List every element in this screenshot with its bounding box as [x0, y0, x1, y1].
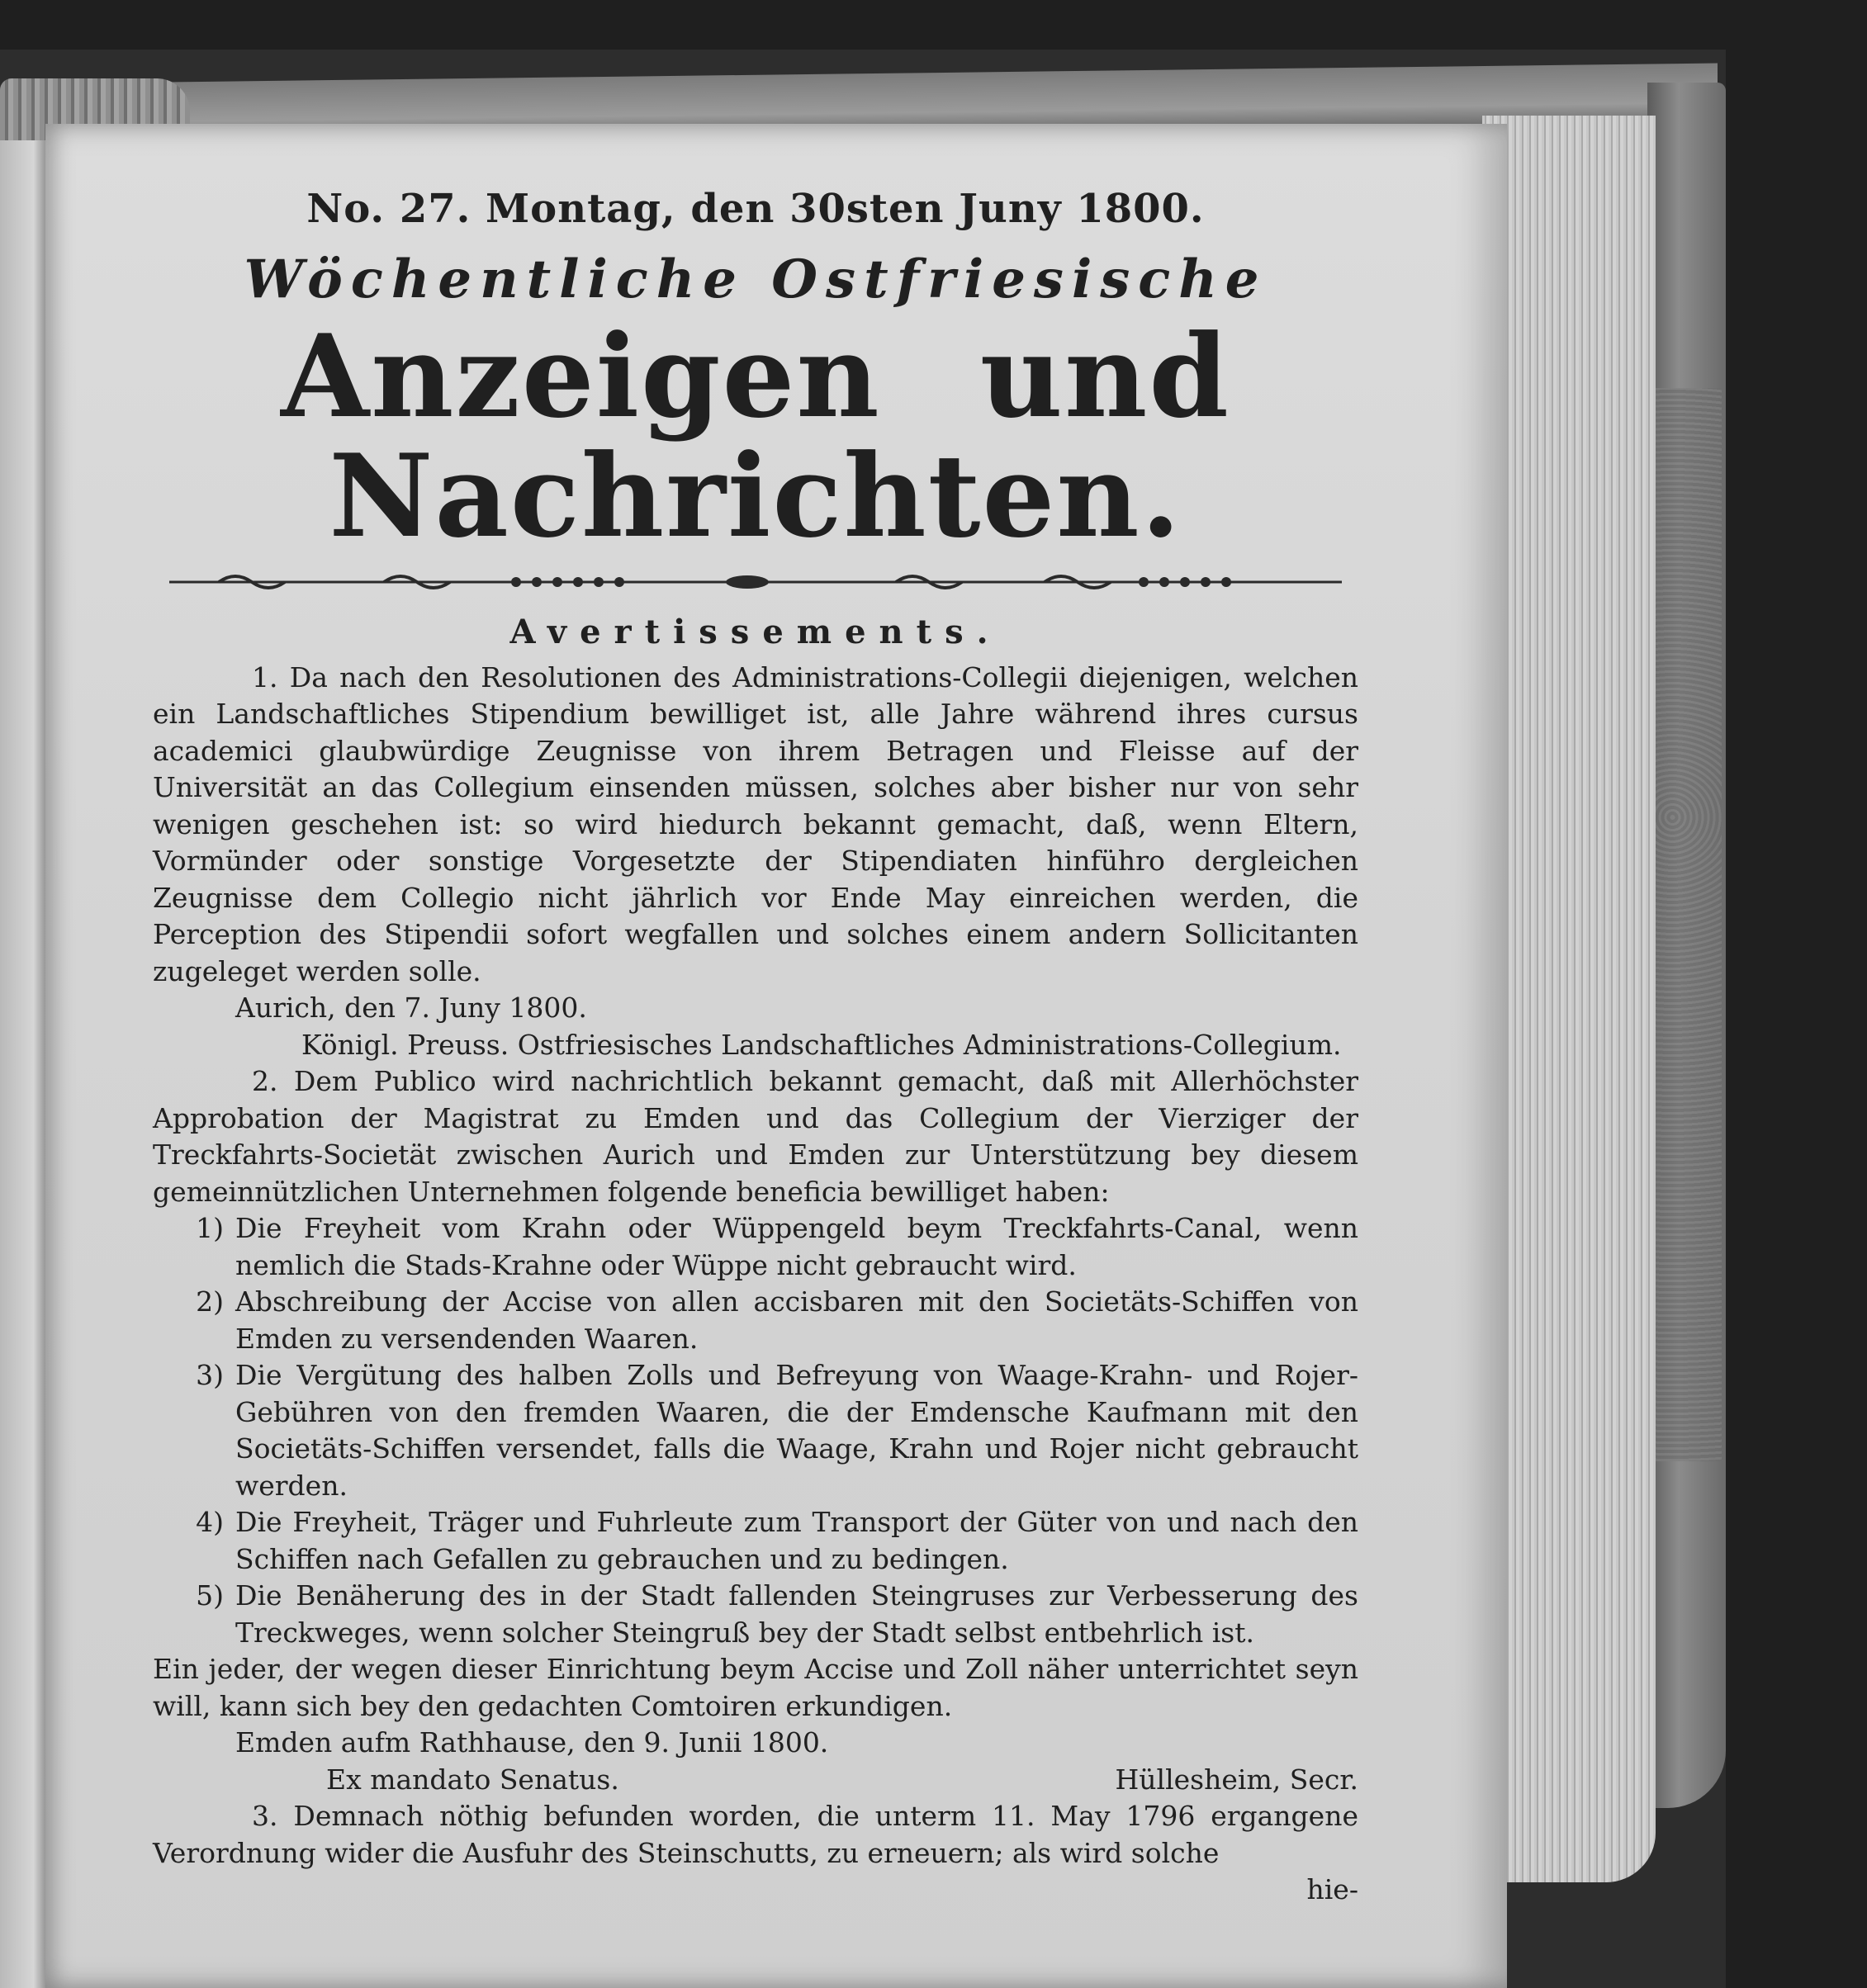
catchword: hie- [1306, 1873, 1358, 1906]
masthead-title: Anzeigen und Nachrichten. [281, 309, 1230, 563]
masthead-subtitle: Wöchentliche Ostfriesische [244, 248, 1268, 310]
list-item-text: Die Freyheit, Träger und Fuhrleute zum Transport der Güter von und nach den Schiffen nach Gefallen zu gebrauchen und zu bedingen. [235, 1506, 1358, 1575]
notice-2-place-date: Emden aufm Rathhause, den 9. Junii 1800. [235, 1726, 829, 1759]
list-item-number: 5) [196, 1579, 224, 1612]
ornamental-rule [169, 568, 1342, 596]
notice-2-closing: Ein jeder, der wegen dieser Einrichtung beym Accise und Zoll näher unterrichtet seyn will, kann sich bey den gedachten Comtoiren erkundigen. [153, 1653, 1358, 1722]
notice-1-place-date: Aurich, den 7. Juny 1800. [235, 992, 587, 1025]
list-item [153, 1357, 1358, 1504]
page-stack-edges [1482, 116, 1656, 1882]
cover-texture [1651, 388, 1722, 1461]
list-item-number: 3) [196, 1359, 224, 1392]
left-page-edge [0, 140, 48, 1988]
notice-2-intro: 2. Dem Publico wird nachrichtlich bekannt gemacht, daß mit Allerhöchster Approbation der Magistrat zu Emden und das Collegium der Vierziger der Treckfahrts-Societät zwischen Aurich und Emden zur Unterstützung bey diesem gemeinnützlichen Unternehmen folgende beneficia bewilliget haben: [153, 1065, 1358, 1208]
issue-line: No. 27. Montag, den 30sten Juny 1800. [306, 186, 1205, 232]
notice-1-text: 1. Da nach den Resolutionen des Administrations-Collegii diejenigen, welchen ein Landschaftliches Stipendium bewilliget ist, alle Jahre während ihres cursus academici glaubwürdige Zeugnisse von ihrem Betragen und Fleisse auf der Universität an das Collegium einsenden müssen, solches aber bisher nur von sehr wenigen geschehen ist: so wird hiedurch bekannt gemacht, daß, wenn Eltern, Vormünder oder sonstige Vorgesetzte der Stipendiaten hinführo dergleichen Zeugnisse dem Collegio nicht jährlich vor Ende May einreichen werden, die Perception des Stipendii sofort wegfallen und solches einem andern Sollicitanten zugeleget werden solle. [153, 660, 1358, 987]
secretary-signature: Hüllesheim, Secr. [1115, 1763, 1358, 1796]
list-item [153, 1578, 1358, 1651]
mandate-text: Ex mandato Senatus. [326, 1763, 619, 1796]
notice-1-signature: Königl. Preuss. Ostfriesisches Landschaftliches Administrations-Collegium. [301, 1028, 1342, 1061]
list-item-text: Die Benäherung des in der Stadt fallenden Steingruses zur Verbesserung des Treckweges, wenn solcher Steingruß bey der Stadt selbst entbehrlich ist. [235, 1579, 1358, 1649]
list-item [153, 1284, 1358, 1357]
list-item-text: Abschreibung der Accise von allen accisbaren mit den Societäts-Schiffen von Emden zu versendenden Waaren. [235, 1285, 1358, 1355]
list-item-number: 4) [196, 1506, 224, 1539]
list-item [153, 1504, 1358, 1578]
list-item [153, 1210, 1358, 1284]
notice-2-mandate-line [153, 1762, 1358, 1799]
notice-3-text: 3. Demnach nöthig befunden worden, die unterm 11. May 1796 ergangene Verordnung wider die Ausfuhr des Steinschutts, zu erneuern; als wird solche [153, 1800, 1358, 1869]
list-item-number: 2) [196, 1285, 224, 1318]
list-item-text: Die Vergütung des halben Zolls und Befreyung von Waage-Krahn- und Rojer-Gebühren von den fremden Waaren, die der Emdensche Kaufmann mit den Societäts-Schiffen versendet, falls die Waage, Krahn und Rojer nicht gebraucht werden. [235, 1359, 1358, 1502]
list-item-number: 1) [196, 1212, 224, 1245]
section-heading: Avertissements. [509, 612, 1002, 651]
list-item-text: Die Freyheit vom Krahn oder Wüppengeld beym Treckfahrts-Canal, wenn nemlich die Stads-Krahne oder Wüppe nicht gebraucht wird. [235, 1212, 1358, 1281]
page-content [153, 186, 1358, 1909]
